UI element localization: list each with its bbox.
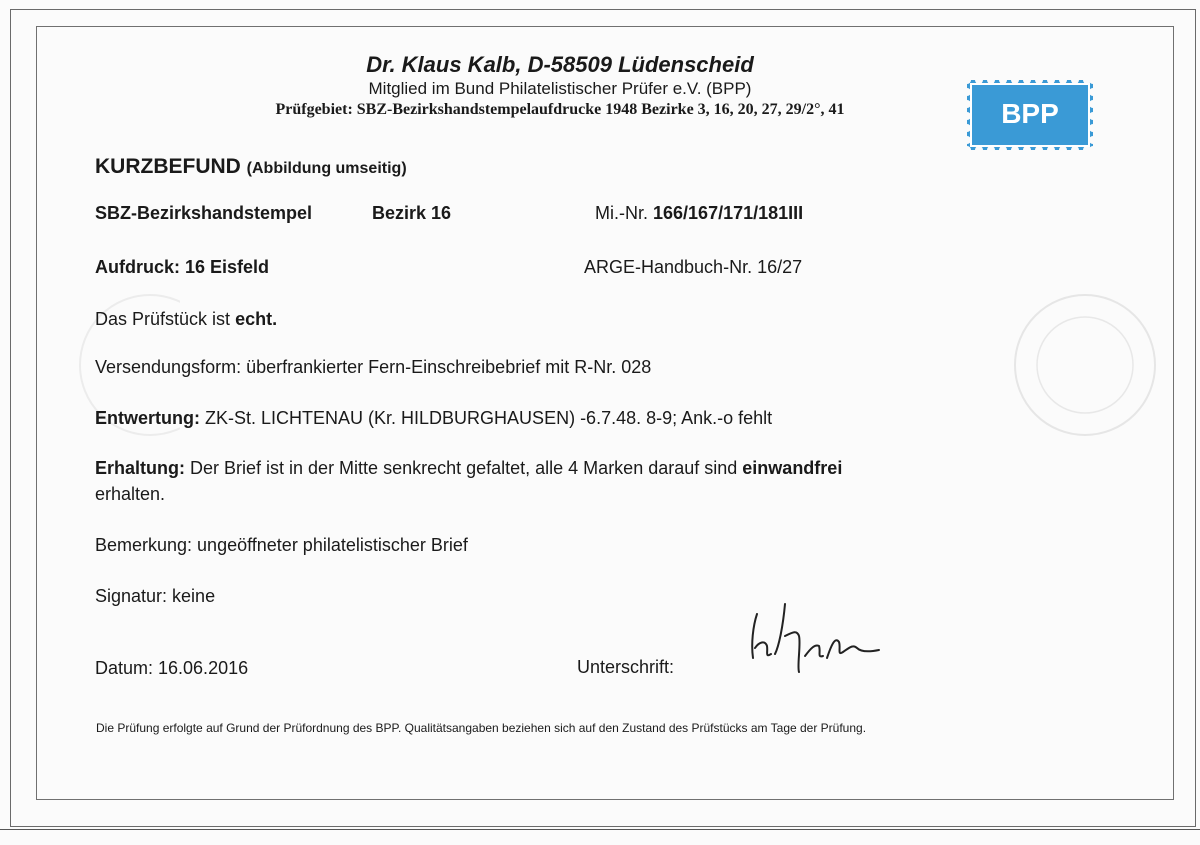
cancellation-value: ZK-St. LICHTENAU (Kr. HILDBURGHAUSEN) -6.7.48. 8-9; Ank.-o fehlt [205, 408, 773, 428]
mi-label: Mi.-Nr. [595, 203, 648, 223]
arge-handbook-number: ARGE-Handbuch-Nr. 16/27 [584, 257, 803, 277]
mi-number [595, 203, 803, 224]
svg-text:BPP: BPP [1001, 98, 1059, 129]
bpp-stamp-logo-icon [961, 74, 1099, 156]
authenticity-line [95, 309, 277, 330]
condition-line-2: erhalten. [95, 484, 166, 504]
condition-label: Erhaltung: [95, 458, 185, 478]
date-line: Datum: 16.06.2016 [95, 658, 249, 678]
authenticity-verdict: echt. [235, 309, 278, 329]
cancellation-line [95, 408, 772, 429]
exam-area-line: Prüfgebiet: SBZ-Bezirkshandstempelaufdrucke 1948 Bezirke 3, 16, 20, 27, 29/2°, 41 [275, 101, 845, 118]
condition-text: Der Brief ist in der Mitte senkrecht gefaltet, alle 4 Marken darauf sind [190, 458, 738, 478]
footer-disclaimer: Die Prüfung erfolgte auf Grund der Prüfordnung des BPP. Qualitätsangaben beziehen sich auf den Zustand des Prüfstücks am Tage der Prüfung. [96, 721, 867, 735]
report-heading [95, 155, 407, 179]
mi-value: 166/167/171/181III [653, 203, 804, 223]
report-heading-sub: (Abbildung umseitig) [246, 160, 407, 177]
page-edge-line [0, 829, 1200, 830]
aufdruck-value: 16 Eisfeld [185, 257, 270, 277]
membership-line: Mitglied im Bund Philatelistischer Prüfer e.V. (BPP) [368, 79, 752, 98]
aufdruck [95, 257, 269, 278]
sbz-label: SBZ-Bezirkshandstempel [95, 203, 313, 223]
authenticity-prefix: Das Prüfstück ist [95, 309, 231, 329]
report-heading-main: KURZBEFUND [95, 155, 241, 178]
condition-verdict: einwandfrei [742, 458, 843, 478]
embossed-seal-right [1010, 290, 1160, 440]
aufdruck-label: Aufdruck: [95, 257, 180, 277]
remark-line: Bemerkung: ungeöffneter philatelistischer Brief [95, 535, 468, 555]
shipping-form: Versendungsform: überfrankierter Fern-Einschreibebrief mit R-Nr. 028 [95, 357, 652, 377]
cancellation-label: Entwertung: [95, 408, 200, 428]
signature-label: Unterschrift: [577, 657, 675, 677]
signature-mark-line: Signatur: keine [95, 586, 216, 606]
certificate-issuer: Dr. Klaus Kalb, D-58509 Lüdenscheid [366, 52, 754, 77]
condition-line [95, 458, 842, 479]
handwritten-signature [745, 596, 885, 676]
bezirk-value: Bezirk 16 [372, 203, 452, 223]
